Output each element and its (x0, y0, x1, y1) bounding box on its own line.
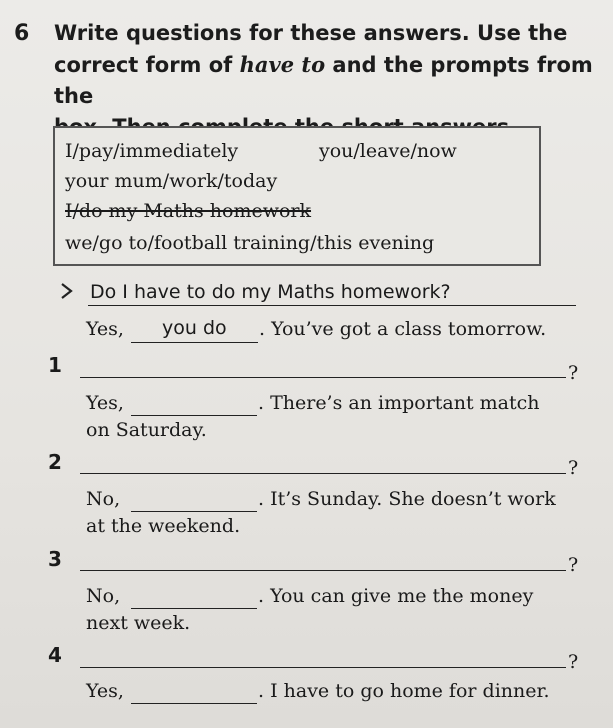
prompt-box (53, 126, 541, 266)
answer-end: . It’s Sunday. She doesn’t work (258, 488, 556, 510)
example-answer-start: Yes, (86, 318, 124, 340)
prompt-item: your mum/work/today (65, 170, 278, 192)
answer-input-line[interactable] (131, 415, 257, 416)
example-arrow-icon (58, 282, 76, 300)
example-answer-line (131, 342, 258, 343)
item-number: 2 (48, 450, 62, 474)
answer-end: . There’s an important match (258, 392, 540, 414)
question-input-line[interactable] (80, 377, 566, 378)
answer-start: Yes, (86, 392, 124, 414)
answer-start: No, (86, 488, 121, 510)
question-mark: ? (568, 457, 579, 479)
example-answer-fill: you do (162, 317, 227, 339)
answer-continued: next week. (86, 612, 191, 634)
question-input-line[interactable] (80, 473, 566, 474)
answer-input-line[interactable] (131, 608, 257, 609)
instruction-line-1: Write questions for these answers. Use the (54, 21, 568, 45)
question-mark: ? (568, 651, 579, 673)
answer-continued: at the weekend. (86, 515, 241, 537)
item-number: 3 (48, 547, 62, 571)
instruction-line-2: correct form of have to and the prompts from the (54, 52, 593, 108)
answer-input-line[interactable] (131, 511, 257, 512)
answer-end: . I have to go home for dinner. (258, 680, 550, 702)
prompt-item: you/leave/now (319, 140, 457, 162)
prompt-item: I/pay/immediately (65, 140, 239, 162)
item-number: 1 (48, 353, 62, 377)
exercise-instructions (14, 18, 604, 143)
example-answer-end: . You’ve got a class tomorrow. (259, 318, 547, 340)
question-mark: ? (568, 554, 579, 576)
item-number: 4 (48, 643, 62, 667)
prompt-item-crossed-out: I/do my Maths homework (65, 200, 312, 222)
question-mark: ? (568, 362, 579, 384)
question-input-line[interactable] (80, 570, 566, 571)
prompt-item: we/go to/football training/this evening (65, 232, 435, 254)
answer-input-line[interactable] (131, 703, 257, 704)
answer-start: Yes, (86, 680, 124, 702)
exercise-number: 6 (14, 21, 30, 46)
example-question: Do I have to do my Maths homework? (90, 281, 451, 303)
answer-end: . You can give me the money (258, 585, 534, 607)
question-input-line[interactable] (80, 667, 566, 668)
answer-start: No, (86, 585, 121, 607)
example-question-line (88, 305, 576, 306)
answer-continued: on Saturday. (86, 419, 207, 441)
